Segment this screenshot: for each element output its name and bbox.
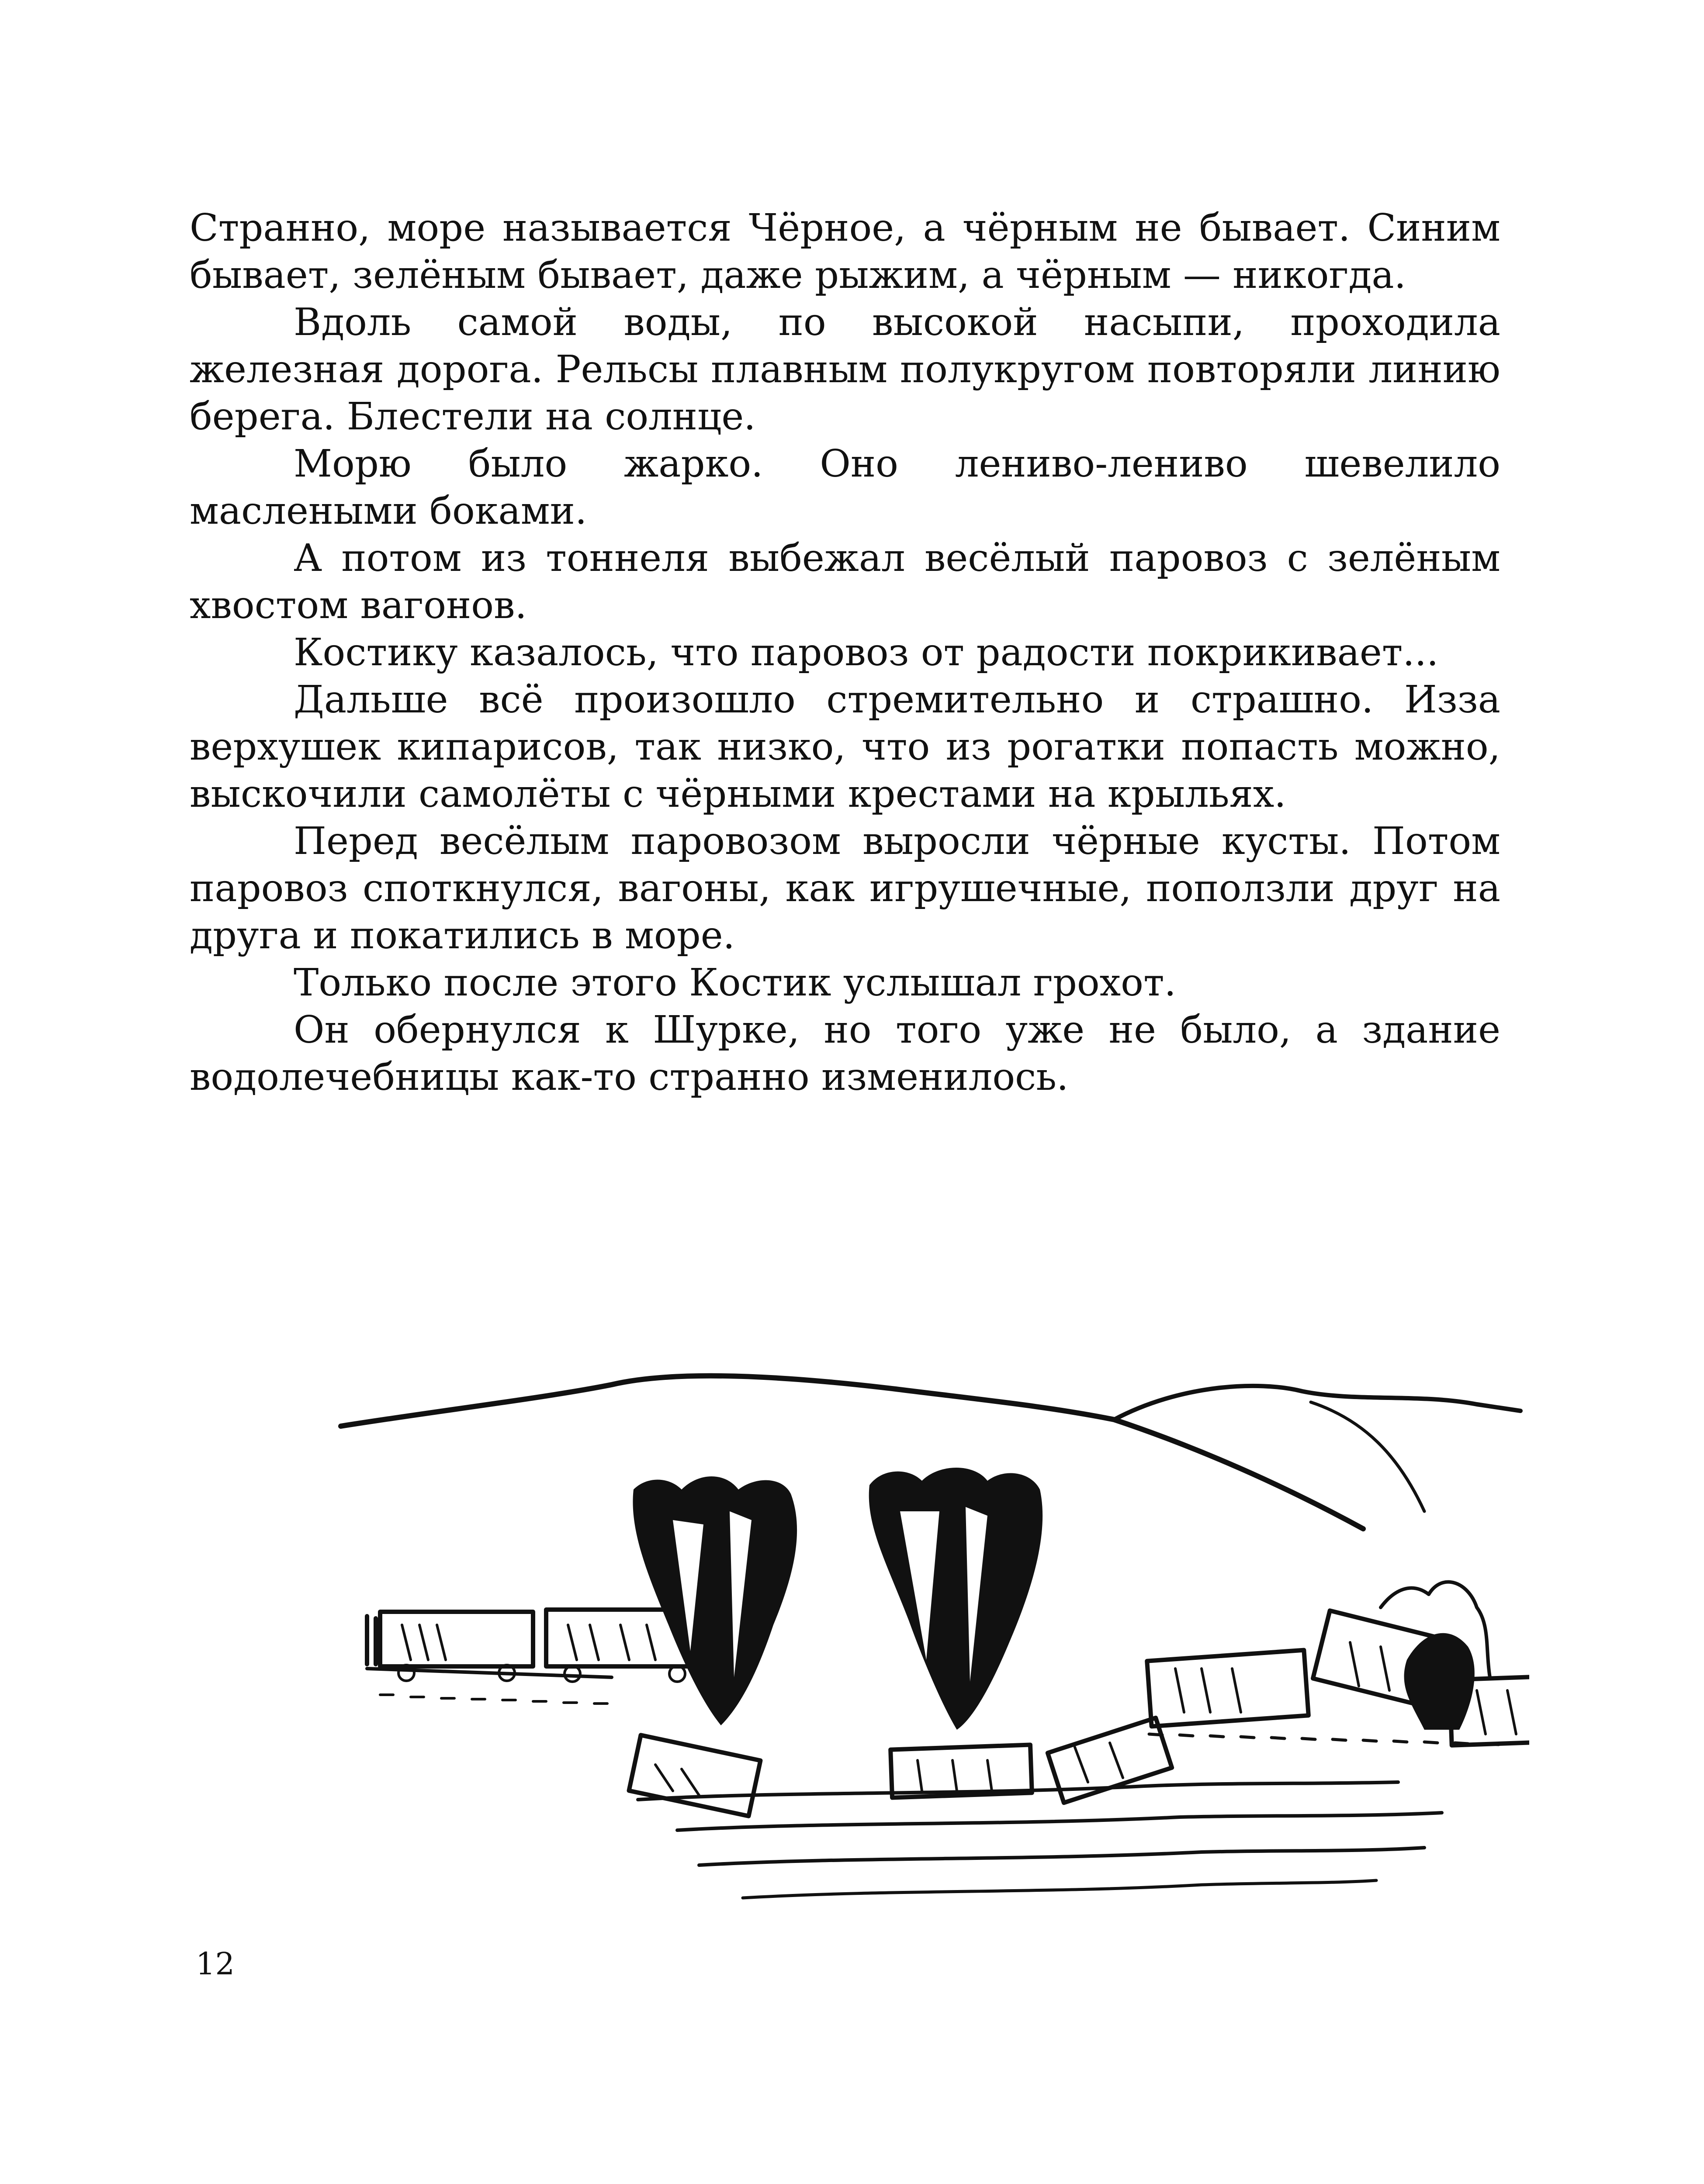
left-wagon-hatching [402,1625,655,1660]
paragraph-6: Дальше всё произошло стремительно и страшно. Изза верхушек кипарисов, так низко, что из рогатки попасть можно, выскочили самолёты с чёрными крестами на крыльях. [190,678,1500,816]
water-line-3 [699,1848,1424,1865]
paragraph-4: А потом из тоннеля выбежал весёлый паровоз с зелёным хвостом вагонов. [190,536,1500,627]
left-loco-front [367,1616,376,1664]
train-bombing-illustration [175,1345,1529,1957]
hill-outline [341,1376,1363,1529]
page-number: 12 [196,1946,235,1982]
explosion-right [869,1468,1042,1730]
paragraph-1: Странно, море называется Чёрное, а чёрным не бывает. Синим бывает, зелёным бывает, даже рыжим, а чёрным — никогда. [190,206,1500,297]
paragraph-3: Морю было жарко. Оно лениво-лениво шевелило маслеными боками. [190,442,1500,533]
hill-outline-right [1114,1386,1520,1420]
left-embankment [367,1669,612,1677]
hill-outline-right-2 [1311,1402,1424,1511]
paragraph-9: Он обернулся к Шурке, но того уже не было, а здание водолечебницы как-то странно изменилось. [190,1008,1500,1099]
fallen-wagon-1 [629,1735,761,1816]
paragraph-8: Только после этого Костик услышал грохот. [294,961,1176,1005]
body-text [190,204,1500,1101]
paragraph-7: Перед весёлым паровозом выросли чёрные кусты. Потом паровоз споткнулся, вагоны, как игрушечные, поползли друг на друга и покатились в море. [190,819,1500,957]
water-line-2 [677,1813,1442,1830]
right-wagon-1 [1147,1650,1309,1727]
explosion-left [633,1476,797,1725]
left-wagon-1 [380,1612,533,1666]
left-track-dashes [380,1695,607,1704]
tunnel-smoke [1404,1633,1475,1730]
right-track-dashes [1149,1734,1499,1745]
paragraph-5: Костику казалось, что паровоз от радости покрикивает... [294,631,1439,674]
water-line-4 [743,1880,1376,1898]
paragraph-2: Вдоль самой воды, по высокой насыпи, проходила железная дорога. Рельсы плавным полукругом повторяли линию берега. Блестели на солнце. [190,301,1500,439]
